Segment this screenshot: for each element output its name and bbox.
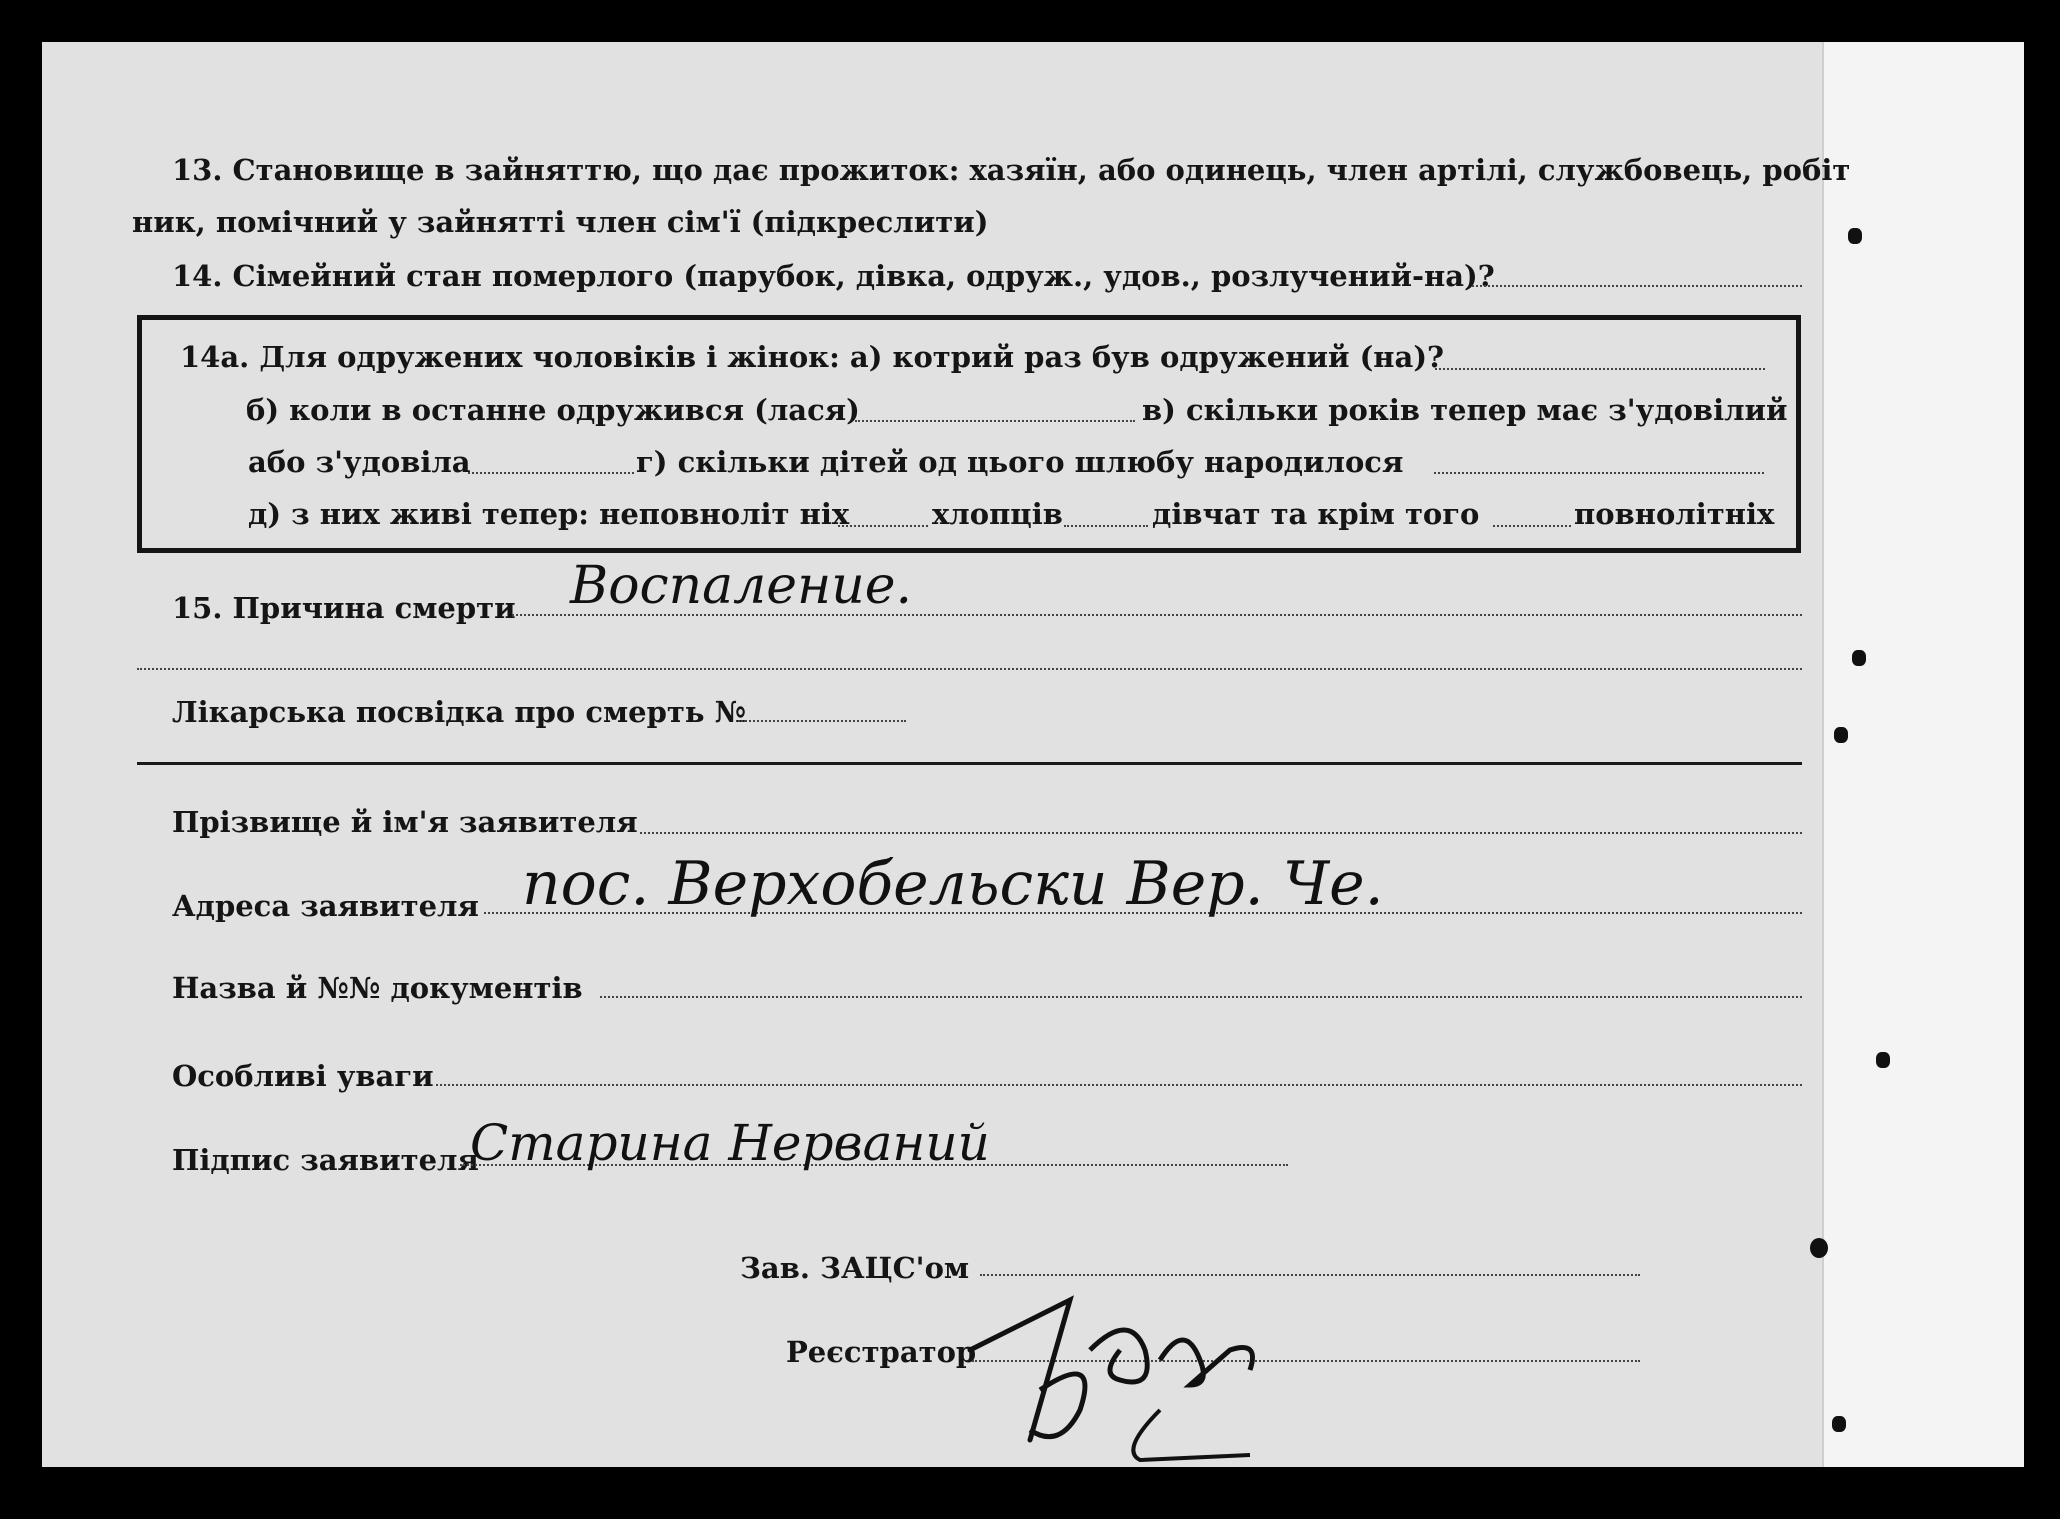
section-divider bbox=[137, 762, 1802, 765]
q14a-v-cont: або з'удовіла bbox=[248, 445, 471, 479]
q14a-adults-field[interactable] bbox=[1493, 525, 1571, 527]
q15-label: 15. Причина смерти bbox=[172, 591, 516, 625]
applicant-name-field[interactable] bbox=[640, 832, 1802, 834]
q14a-girls-label: дівчат та крім того bbox=[1152, 497, 1480, 531]
q14a-b-label: б) коли в останне одружився (лася) bbox=[246, 393, 860, 427]
applicant-signature-label: Підпис заявителя bbox=[172, 1143, 479, 1177]
documents-label: Назва й №№ документів bbox=[172, 971, 583, 1005]
q14a-a-field[interactable] bbox=[1435, 368, 1765, 370]
q14a-line1: 14а. Для одружених чоловіків і жінок: а) котрий раз був одружений (на)? bbox=[180, 340, 1445, 374]
applicant-address-handwriting: пос. Верхобельски Вер. Че. bbox=[522, 849, 1384, 919]
head-signature-field[interactable] bbox=[980, 1274, 1640, 1276]
q14a-b-field[interactable] bbox=[855, 420, 1135, 422]
q14a-girls-field[interactable] bbox=[1064, 525, 1148, 527]
q15-cause-handwriting: Воспаление. bbox=[570, 556, 913, 616]
q14-field[interactable] bbox=[1472, 285, 1802, 287]
q14a-g-field[interactable] bbox=[1434, 472, 1764, 474]
punch-hole-mark bbox=[1834, 727, 1848, 743]
q14a-boys-field[interactable] bbox=[838, 525, 928, 527]
q14a-v-label: в) скільки років тепер має з'удовілий bbox=[1142, 393, 1788, 427]
medical-field[interactable] bbox=[738, 720, 906, 722]
form-page bbox=[42, 42, 2022, 1467]
q14a-d-label: д) з них живі тепер: неповноліт ніх bbox=[248, 497, 850, 531]
q14a-g-label: г) скільки дітей од цього шлюбу народилося bbox=[636, 445, 1404, 479]
punch-hole-mark bbox=[1810, 1238, 1828, 1258]
q14-label: 14. Сімейний стан померлого (парубок, дівка, одруж., удов., розлучений-на)? bbox=[172, 259, 1495, 293]
applicant-address-label: Адреса заявителя bbox=[172, 889, 479, 923]
notes-field[interactable] bbox=[436, 1084, 1802, 1086]
punch-hole-mark bbox=[1876, 1052, 1890, 1068]
punch-hole-mark bbox=[1852, 650, 1866, 666]
punch-hole-mark bbox=[1848, 228, 1862, 244]
medical-label: Лікарська посвідка про смерть № bbox=[172, 695, 747, 729]
documents-field[interactable] bbox=[600, 996, 1802, 998]
notes-label: Особливі уваги bbox=[172, 1059, 434, 1093]
head-label: Зав. ЗАЦС'ом bbox=[740, 1251, 970, 1285]
q13-line1: 13. Становище в зайняттю, що дає прожиток: хазяїн, або одинець, член артілі, службовець, робіт bbox=[172, 153, 1851, 187]
registrar-signature bbox=[960, 1290, 1300, 1470]
q13-line2: ник, помічний у зайнятті член сім'ї (підкреслити) bbox=[132, 205, 989, 239]
applicant-name-label: Прізвище й ім'я заявителя bbox=[172, 805, 638, 839]
q15-field-line2[interactable] bbox=[137, 668, 1802, 670]
q14a-boys-label: хлопців bbox=[932, 497, 1063, 531]
page-edge bbox=[1822, 42, 2024, 1467]
punch-hole-mark bbox=[1832, 1416, 1846, 1432]
q14a-adults-label: повнолітніх bbox=[1574, 497, 1775, 531]
registrar-label: Реєстратор bbox=[786, 1335, 977, 1369]
q14a-v-field[interactable] bbox=[468, 472, 634, 474]
applicant-signature-handwriting: Старина Нерваний bbox=[470, 1114, 990, 1172]
